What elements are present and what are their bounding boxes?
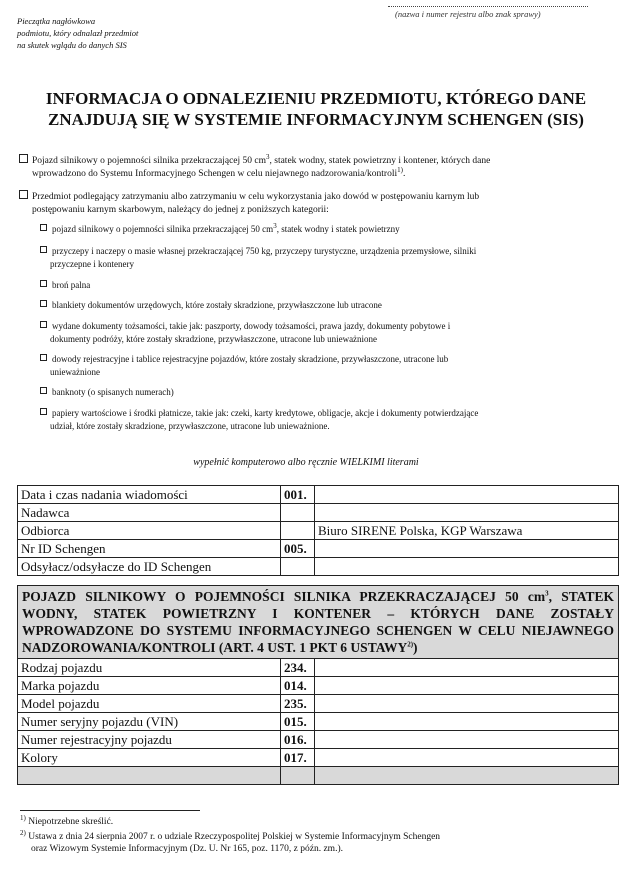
category-blank-documents: blankiety dokumentów urzędowych, które zostały skradzione, przywłaszczone lub utracone <box>40 299 620 312</box>
field-number: 234. <box>281 659 315 677</box>
category-checkbox[interactable] <box>40 224 47 231</box>
field-label: Nr ID Schengen <box>18 540 281 558</box>
field-number: 235. <box>281 695 315 713</box>
field-label: Model pojazdu <box>18 695 281 713</box>
field-number: 001. <box>281 486 315 504</box>
field-value[interactable] <box>315 659 619 677</box>
field-label: Nadawca <box>18 504 281 522</box>
field-number: 005. <box>281 540 315 558</box>
footnote-divider <box>20 810 200 811</box>
stamp-line: Pieczątka nagłówkowa <box>17 16 96 26</box>
category-motor-vehicle: pojazd silnikowy o pojemności silnika przekraczającej 50 $cm^3$, statek wodny i statek powietrzny <box>40 223 620 236</box>
table-row <box>18 695 619 713</box>
table-row <box>18 540 619 558</box>
field-number <box>281 504 315 522</box>
table-row <box>18 731 619 749</box>
category-checkbox[interactable] <box>40 300 47 307</box>
field-value[interactable] <box>315 731 619 749</box>
option-vehicle-surveillance: Pojazd silnikowy o pojemności silnika przekraczającej 50 $cm^3$, statek wodny, statek powietrzny i kontener, których dane wprowadzono do Systemu Informacyjnego Schengen w celu niejawnego nadzorowania/kontroli$^{1)}$. <box>19 154 619 181</box>
category-checkbox[interactable] <box>40 354 47 361</box>
section-header: POJAZD SILNIKOWY O POJEMNOŚCI SILNIKA PRZEKRACZAJĄCEJ 50 $cm^3$, STATEK WODNY, STATEK POWIETRZNY I KONTENER – KTÓRYCH DANE ZOSTAŁY WPROWADZONE DO SYSTEMU INFORMACYJNEGO SCHENGEN W CELU NIEJAWNEGO NADZOROWANIA/KONTROLI (ART. 4 UST. 1 PKT 6 USTAWY$^{2)}$) <box>18 586 619 659</box>
title-line: ZNAJDUJĄ SIĘ W SYSTEMIE INFORMACYJNYM SCHENGEN (SIS) <box>48 110 584 129</box>
field-value[interactable] <box>315 558 619 576</box>
field-number <box>281 558 315 576</box>
field-label: Kolory <box>18 749 281 767</box>
table-row <box>18 558 619 576</box>
table-row <box>18 677 619 695</box>
field-label: Rodzaj pojazdu <box>18 659 281 677</box>
category-securities: papiery wartościowe i środki płatnicze, takie jak: czeki, karty kredytowe, obligacje, akcje i dokumenty potwierdzające udział, które zostały skradzione, przywłaszczone, utracone lub unieważnione. <box>40 407 620 433</box>
option-vehicle-checkbox[interactable] <box>19 154 28 163</box>
field-label: Marka pojazdu <box>18 677 281 695</box>
category-trailers: przyczepy i naczepy o masie własnej przekraczającej 750 kg, przyczepy turystyczne, urządzenia przemysłowe, silniki przyczepne i kontenery <box>40 245 620 271</box>
field-label: Data i czas nadania wiadomości <box>18 486 281 504</box>
field-label: Odbiorca <box>18 522 281 540</box>
footnote-1: $^{1)}$ Niepotrzebne skreślić. <box>20 813 114 827</box>
stamp-area <box>17 15 207 51</box>
title-line: INFORMACJA O ODNALEZIENIU PRZEDMIOTU, KTÓREGO DANE <box>45 89 587 108</box>
field-value[interactable] <box>315 713 619 731</box>
field-value[interactable]: Biuro SIRENE Polska, KGP Warszawa <box>315 522 619 540</box>
field-value[interactable] <box>315 486 619 504</box>
category-banknotes: banknoty (o spisanych numerach) <box>40 386 620 399</box>
option-object-checkbox[interactable] <box>19 190 28 199</box>
field-value[interactable] <box>315 504 619 522</box>
field-number: 015. <box>281 713 315 731</box>
footnote-2: $^{2)}$ Ustawa z dnia 24 sierpnia 2007 r. o udziale Rzeczypospolitej Polskiej w Systemie Informacyjnym Schengen oraz Wizowym Systemie Informacyjnym (Dz. U. Nr 165, poz. 1170, z późn. zm.). <box>20 828 441 854</box>
stamp-line: podmiotu, który odnalazł przedmiot <box>17 28 139 38</box>
field-label: Numer rejestracyjny pojazdu <box>18 731 281 749</box>
gray-cell <box>18 767 281 785</box>
stamp-line: na skutek wglądu do danych SIS <box>17 40 127 50</box>
vehicle-details-table <box>17 585 619 785</box>
gray-cell <box>281 767 315 785</box>
field-value[interactable] <box>315 695 619 713</box>
category-checkbox[interactable] <box>40 408 47 415</box>
field-value[interactable] <box>315 677 619 695</box>
table-footer-row <box>18 767 619 785</box>
field-value[interactable] <box>315 749 619 767</box>
table-row <box>18 713 619 731</box>
category-firearms: broń palna <box>40 279 620 292</box>
category-checkbox[interactable] <box>40 387 47 394</box>
field-number <box>281 522 315 540</box>
category-checkbox[interactable] <box>40 246 47 253</box>
category-registration-documents: dowody rejestracyjne i tablice rejestracyjne pojazdów, które zostały skradzione, przywłaszczone, utracone lub unieważnione <box>40 353 620 379</box>
field-value[interactable] <box>315 540 619 558</box>
register-label: (nazwa i numer rejestru albo znak sprawy) <box>395 9 541 19</box>
field-number: 016. <box>281 731 315 749</box>
field-number: 014. <box>281 677 315 695</box>
gray-cell <box>315 767 619 785</box>
message-details-table <box>17 485 619 576</box>
register-dotted-line[interactable] <box>388 6 588 7</box>
table-row <box>18 504 619 522</box>
table-row <box>18 659 619 677</box>
field-label: Odsyłacz/odsyłacze do ID Schengen <box>18 558 281 576</box>
table-row <box>18 486 619 504</box>
field-label: Numer seryjny pojazdu (VIN) <box>18 713 281 731</box>
section-header-row <box>18 586 619 659</box>
table-row <box>18 749 619 767</box>
page-title <box>10 88 622 130</box>
field-number: 017. <box>281 749 315 767</box>
option-object-seizure: Przedmiot podlegający zatrzymaniu albo zatrzymaniu w celu wykorzystania jako dowód w postępowaniu karnym lub postępowaniu karnym skarbowym, należący do jednej z poniższych kategorii: <box>19 190 619 217</box>
table-row <box>18 522 619 540</box>
category-checkbox[interactable] <box>40 280 47 287</box>
category-checkbox[interactable] <box>40 321 47 328</box>
category-identity-documents: wydane dokumenty tożsamości, takie jak: paszporty, dowody tożsamości, prawa jazdy, dokumenty pobytowe i dokumenty podróży, które zostały skradzione, przywłaszczone, utracone lub unieważnione <box>40 320 620 346</box>
fill-instruction: wypełnić komputerowo albo ręcznie WIELKIMI literami <box>193 457 419 468</box>
